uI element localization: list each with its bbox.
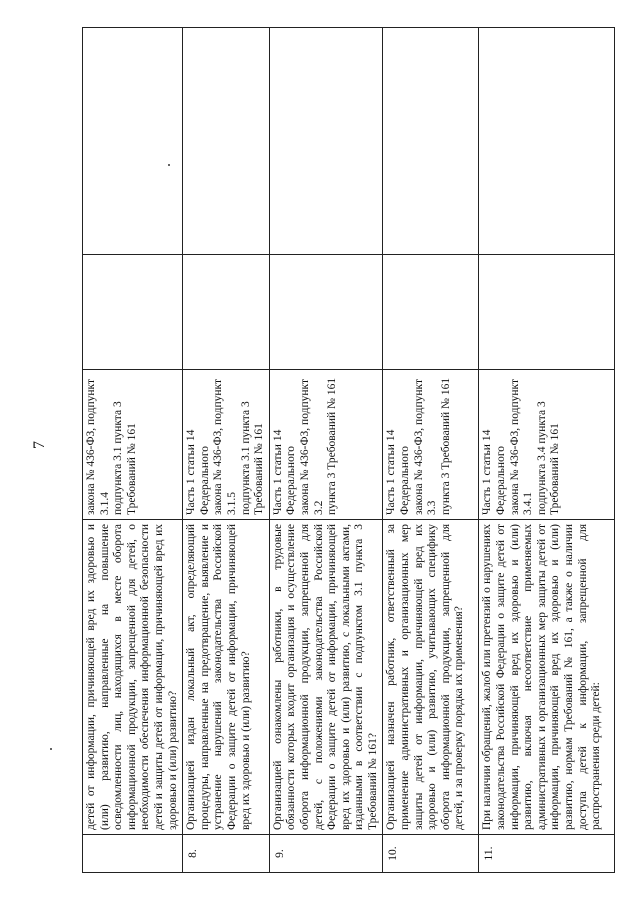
row-legal-reference xyxy=(383,370,479,520)
empty-cell xyxy=(479,28,615,255)
reference-line: Часть 1 статьи 14 Федерального xyxy=(185,429,211,515)
empty-cell xyxy=(479,255,615,370)
row-legal-reference xyxy=(479,370,615,520)
reference-line: подпункта 3.1 пункта 3 xyxy=(239,401,252,515)
scan-speck xyxy=(50,748,52,750)
row-number: 11. xyxy=(479,835,615,873)
row-question: При наличии обращений, жалоб или претензий о нарушениях законодательства Российской Федерации о защите детей от информации, причиняющей вред их здоровью и (или) развитию, включая несоответствие применяемых административных и организационных мер защиты детей от информации, причиняющей вред их здоровью и (или) развитию, нормам Требований № 161, а также о наличии доступа детей к информации, запрещенной для распространения среди детей: xyxy=(479,520,615,835)
table-row xyxy=(83,28,183,873)
row-number xyxy=(83,835,183,873)
row-question: Организацией ознакомлены работники, в трудовые обязанности которых входит организация и осуществление оборота информационной продукции, запрещенной для детей, с положениями законодательства Российской Федерации о защите детей от информации, причиняющей вред их здоровью и (или) развитию, с локальными актами, изданными в соответствии с подпунктом 3.1 пункта 3 Требований № 161? xyxy=(269,520,383,835)
rotated-page xyxy=(82,28,603,873)
reference-line: Требований № 161 xyxy=(549,423,562,515)
reference-line: Требований № 161 xyxy=(253,423,266,515)
empty-cell xyxy=(183,255,270,370)
reference-line: закона № 436-ФЗ, подпункт 3.4.1 xyxy=(508,378,535,515)
reference-line: подпункта 3.1 пункта 3 xyxy=(112,401,125,515)
row-question: Организацией назначен работник, ответственный за применение административных и организационных мер защиты детей от информации, причиняющей вред их здоровью и (или) развитию, учитывающих специфику оборота информационной продукции, запрещенной для детей, и за проверку порядка их применения? xyxy=(383,520,479,835)
row-number: 8. xyxy=(183,835,270,873)
empty-cell xyxy=(83,255,183,370)
row-legal-reference xyxy=(83,370,183,520)
empty-cell xyxy=(269,255,383,370)
requirements-table xyxy=(82,27,615,873)
reference-line: Часть 1 статьи 14 Федерального xyxy=(481,429,508,515)
reference-line: закона № 436-ФЗ, подпункт 3.1.4 xyxy=(85,378,111,515)
reference-line: пункта 3 Требований № 161 xyxy=(326,377,339,515)
row-number: 10. xyxy=(383,835,479,873)
row-number: 9. xyxy=(269,835,383,873)
row-question: детей от информации, причиняющей вред их здоровью и (или) развитию, направленные на повышение осведомленности лиц, находящихся в месте оборота информационной продукции, запрещенной для детей, о необходимости обеспечения информационной безопасности детей и защиты детей от информации, причиняющей вред их здоровью и (или) развитию? xyxy=(83,520,183,835)
table-row xyxy=(479,28,615,873)
empty-cell xyxy=(183,28,270,255)
page-number: 7 xyxy=(31,441,48,449)
empty-cell xyxy=(383,255,479,370)
reference-line: закона № 436-ФЗ, подпункт 3.2 xyxy=(298,378,325,515)
reference-line: Часть 1 статьи 14 Федерального xyxy=(271,429,298,515)
reference-line: пункта 3 Требований № 161 xyxy=(439,377,452,515)
reference-line: закона № 436-ФЗ, подпункт 3.3 xyxy=(412,378,439,515)
row-legal-reference xyxy=(269,370,383,520)
row-legal-reference xyxy=(183,370,270,520)
empty-cell xyxy=(83,28,183,255)
reference-line: подпункта 3.4 пункта 3 xyxy=(535,401,548,515)
empty-cell xyxy=(383,28,479,255)
reference-line: закона № 436-ФЗ, подпункт 3.1.5 xyxy=(212,378,238,515)
table-row xyxy=(269,28,383,873)
reference-line: Требований № 161 xyxy=(125,423,138,515)
table-row xyxy=(183,28,270,873)
row-question: Организацией издан локальный акт, определяющий процедуры, направленные на предотвращение, выявление и устранение нарушений законодательства Российской Федерации о защите детей от информации, причиняющей вред их здоровью и (или) развитию? xyxy=(183,520,270,835)
empty-cell xyxy=(269,28,383,255)
reference-line: Часть 1 статьи 14 Федерального xyxy=(385,429,412,515)
table-row xyxy=(383,28,479,873)
